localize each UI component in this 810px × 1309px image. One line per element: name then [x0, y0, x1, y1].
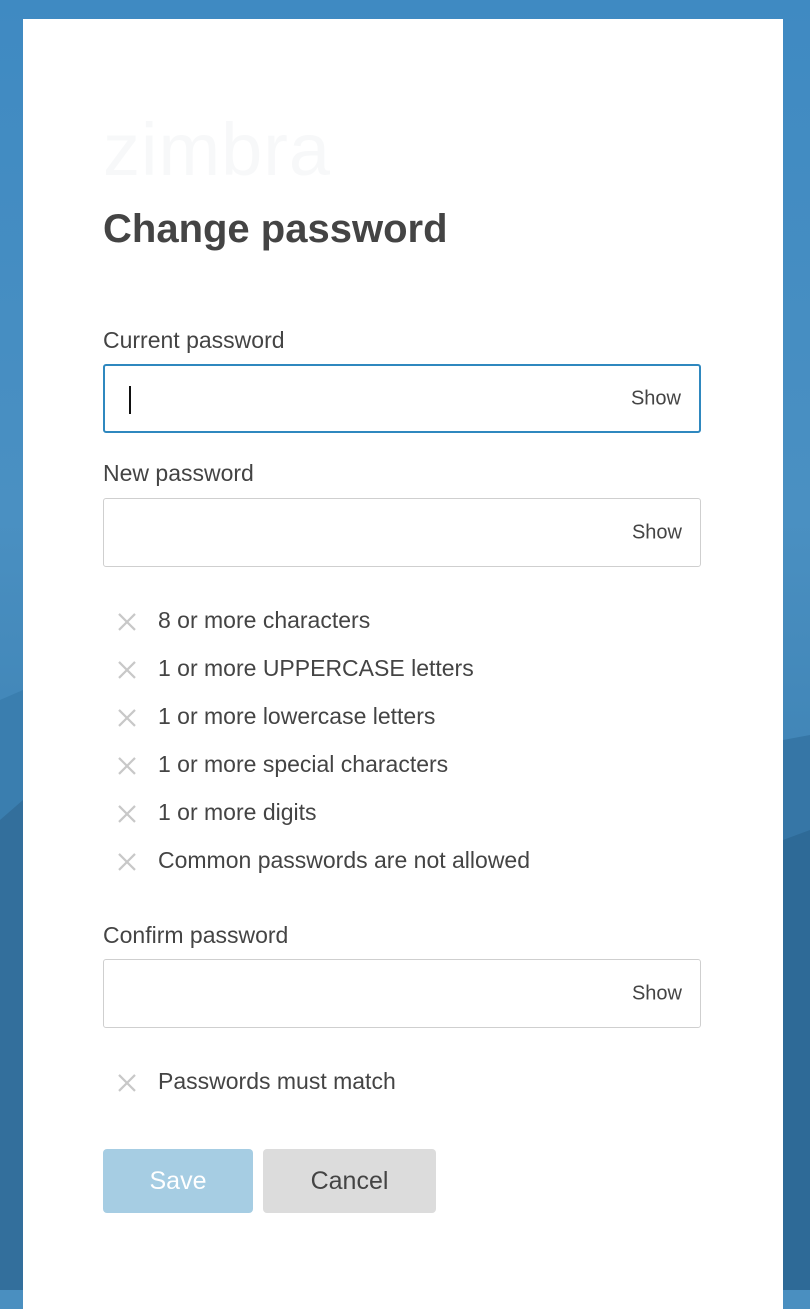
new-password-show-button[interactable]: Show — [631, 521, 682, 543]
requirement-text: Common passwords are not allowed — [158, 846, 531, 873]
cancel-button[interactable]: Cancel — [263, 1149, 436, 1213]
save-button[interactable]: Save — [103, 1149, 253, 1213]
zimbra-logo: zimbra — [103, 108, 332, 191]
current-password-field[interactable] — [103, 364, 701, 433]
current-password-input[interactable] — [105, 366, 605, 431]
text-caret — [129, 386, 131, 414]
x-icon — [115, 754, 139, 778]
confirm-password-show-button[interactable]: Show — [631, 982, 682, 1004]
requirement-text: 1 or more lowercase letters — [158, 702, 436, 729]
page-title: Change password — [103, 207, 448, 251]
x-icon — [115, 1071, 139, 1095]
current-password-label: Current password — [103, 327, 285, 353]
requirement-text: 1 or more digits — [158, 798, 317, 825]
current-password-show-button[interactable]: Show — [630, 387, 681, 409]
requirement-text: Passwords must match — [158, 1067, 396, 1094]
x-icon — [115, 850, 139, 874]
requirement-text: 8 or more characters — [158, 606, 371, 633]
new-password-label: New password — [103, 460, 254, 486]
requirement-text: 1 or more special characters — [158, 750, 449, 777]
confirm-password-field[interactable] — [103, 959, 701, 1028]
confirm-password-input[interactable] — [104, 960, 604, 1027]
new-password-input[interactable] — [104, 499, 604, 566]
change-password-card — [23, 19, 783, 1309]
x-icon — [115, 610, 139, 634]
x-icon — [115, 706, 139, 730]
new-password-field[interactable] — [103, 498, 701, 567]
requirement-text: 1 or more UPPERCASE letters — [158, 654, 474, 681]
confirm-password-label: Confirm password — [103, 922, 289, 948]
x-icon — [115, 658, 139, 682]
x-icon — [115, 802, 139, 826]
